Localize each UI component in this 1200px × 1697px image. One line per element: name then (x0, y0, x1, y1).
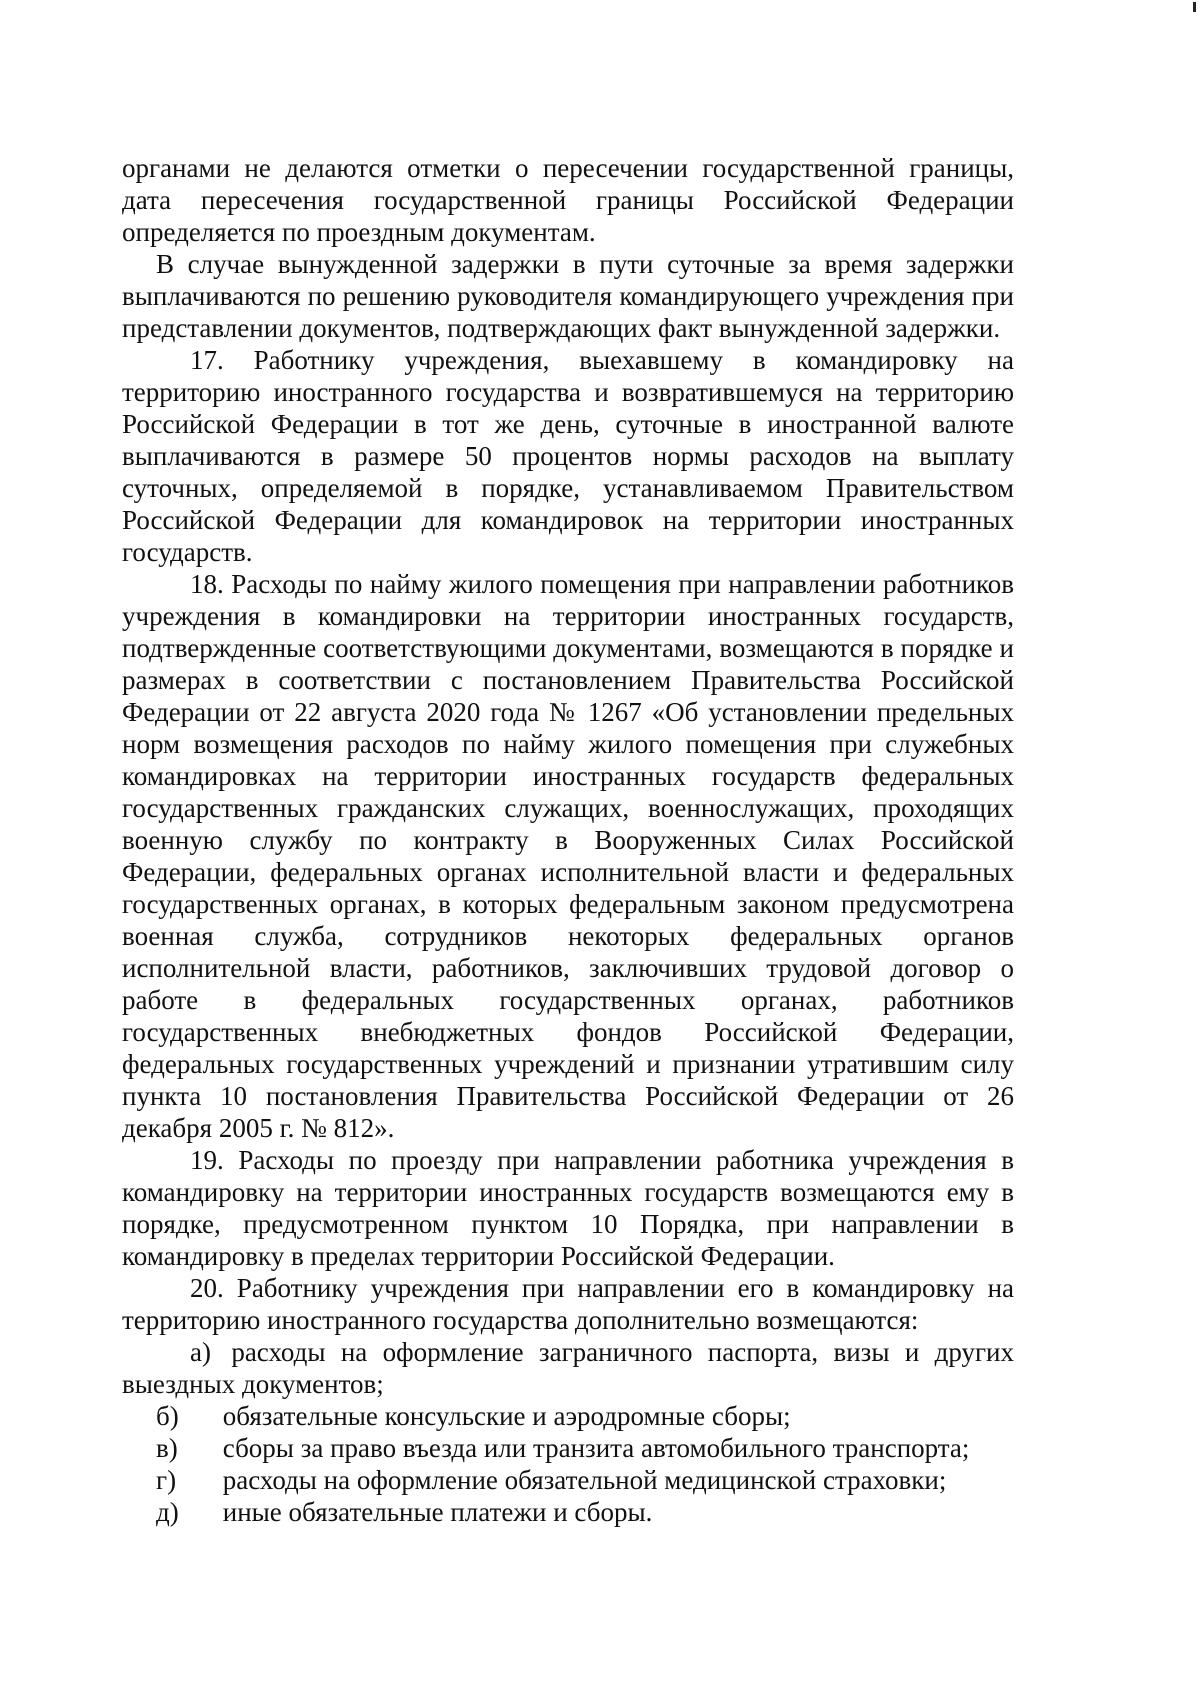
subclause-text: сборы за право въезда или транзита автомобильного транспорта; (222, 1433, 970, 1463)
paragraph-delay: В случае вынужденной задержки в пути суточные за время задержки выплачиваются по решению руководителя командирующего учреждения при представлении документов, подтверждающих факт вынужденной задержки. (122, 249, 1014, 343)
clause-17 (122, 344, 1014, 568)
document-body (122, 152, 1014, 1528)
subclause-text: расходы на оформление заграничного паспорта, визы и других выездных документов; (122, 1337, 1014, 1399)
clause-20 (122, 1272, 1014, 1336)
clause-text: Работнику учреждения при направлении его в командировку на территорию иностранного государства дополнительно возмещаются: (122, 1273, 1015, 1335)
subclause-g (122, 1464, 1014, 1496)
subclause-text: обязательные консульские и аэродромные сборы; (222, 1401, 791, 1431)
clause-number: 19. (190, 1145, 224, 1175)
clause-number: 20. (190, 1273, 224, 1303)
paragraph-continuation: органами не делаются отметки о пересечении государственной границы, дата пересечения государственной границы Российской Федерации определяется по проездным документам. (122, 153, 1014, 247)
scan-mark (1193, 2, 1196, 12)
subclause-d (122, 1496, 1014, 1528)
subclause-letter: б) (156, 1401, 179, 1431)
subclause-letter: д) (156, 1497, 179, 1527)
subclause-letter: г) (156, 1465, 177, 1495)
clause-text: Работнику учреждения, выехавшему в командировку на территорию иностранного государства и возвратившемуся на территорию Российской Федерации в тот же день, суточные в иностранной валюте выплачиваются в размере 50 процентов нормы расходов на выплату суточных, определяемой в порядке, устанавливаемом Правительством Российской Федерации для командировок на территории иностранных государств. (122, 345, 1014, 567)
subclause-text: расходы на оформление обязательной медицинской страховки; (222, 1465, 947, 1495)
subclause-a (122, 1336, 1014, 1400)
clause-text: Расходы по найму жилого помещения при направлении работников учреждения в командировки на территории иностранных государств, подтвержденные соответствующими документами, возмещаются в порядке и размерах в соответствии с постановлением Правительства Российской Федерации от 22 августа 2020 года № 1267 «Об установлении предельных норм возмещения расходов по найму жилого помещения при служебных командировках на территории иностранных государств федеральных государственных гражданских служащих, военнослужащих, проходящих военную службу по контракту в Вооруженных Силах Российской Федерации, федеральных органах исполнительной власти и федеральных государственных органах, в которых федеральным законом предусмотрена военная служба, сотрудников некоторых федеральных органов исполнительной власти, работников, заключивших трудовой договор о работе в федеральных государственных органах, работников государственных внебюджетных фондов Российской Федерации, федеральных государственных учреждений и признании утратившим силу пункта 10 постановления Правительства Российской Федерации от 26 декабря 2005 г. № 812». (122, 569, 1015, 1143)
clause-number: 17. (190, 345, 224, 375)
subclause-letter: в) (156, 1433, 178, 1463)
subclause-b (122, 1400, 1014, 1432)
clause-text: Расходы по проезду при направлении работника учреждения в командировку на территории иностранных государств возмещаются ему в порядке, предусмотренном пунктом 10 Порядка, при направлении в командировку в пределах территории Российской Федерации. (122, 1145, 1014, 1271)
subclause-v (122, 1432, 1014, 1464)
clause-19 (122, 1144, 1014, 1272)
clause-18 (122, 568, 1014, 1144)
subclause-text: иные обязательные платежи и сборы. (222, 1497, 653, 1527)
subclause-letter: а) (190, 1337, 211, 1367)
clause-number: 18. (190, 569, 224, 599)
